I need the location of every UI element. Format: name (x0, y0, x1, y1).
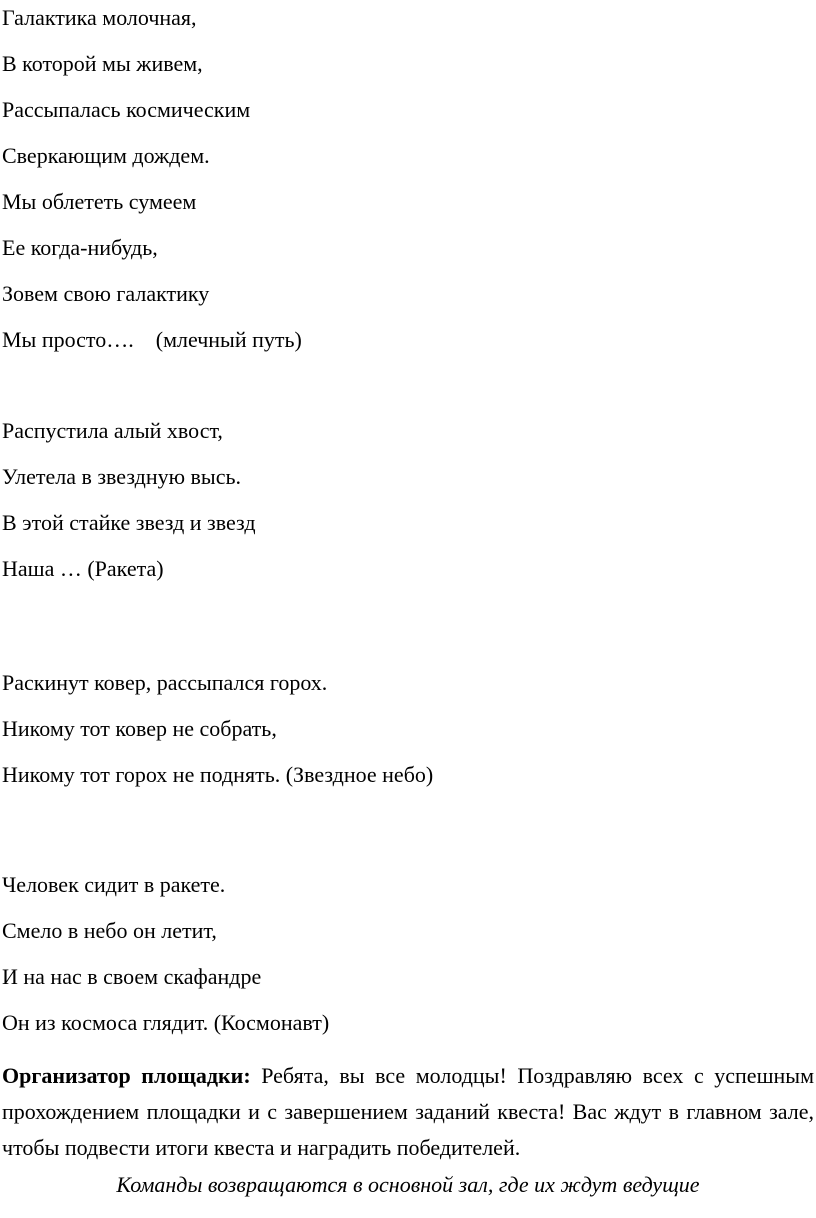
organizer-paragraph (2, 1058, 814, 1166)
poem-line: Человек сидит в ракете. (2, 872, 226, 897)
poem-line: В этой стайке звезд и звезд (2, 510, 256, 535)
poem-line: Галактика молочная, (2, 5, 197, 30)
poem-line: Улетела в звездную высь. (2, 464, 241, 489)
poem-line: Рассыпалась космическим (2, 97, 251, 122)
poem-line: Раскинут ковер, рассыпался горох. (2, 670, 328, 695)
poem-line: Никому тот ковер не собрать, (2, 716, 277, 741)
poem-line: Распустила алый хвост, (2, 418, 223, 443)
poem-line: Он из космоса глядит. (Космонавт) (2, 1010, 330, 1035)
poem-line: Ее когда-нибудь, (2, 235, 158, 260)
poem-line: Сверкающим дождем. (2, 143, 210, 168)
speaker-text: Ребята, вы все молодцы! Поздравляю всех с успешным прохождением площадки и с завершением заданий квеста! Вас ждут в главном зале, чтобы подвести итоги квеста и наградить победителей. (2, 1063, 814, 1160)
stage-direction: Команды возвращаются в основной зал, где их ждут ведущие (116, 1172, 700, 1197)
poem-line: Никому тот горох не поднять. (Звездное небо) (2, 762, 434, 787)
poem-line: Смело в небо он летит, (2, 918, 217, 943)
poem-line: Наша … (Ракета) (2, 556, 164, 581)
poem-line: Мы облететь сумеем (2, 189, 197, 214)
poem-line: Зовем свою галактику (2, 281, 210, 306)
poem-line: В которой мы живем, (2, 51, 203, 76)
poem-line: Мы просто…. (млечный путь) (2, 327, 302, 352)
poem-line: И на нас в своем скафандре (2, 964, 262, 989)
speaker-label: Организатор площадки: (2, 1063, 251, 1088)
